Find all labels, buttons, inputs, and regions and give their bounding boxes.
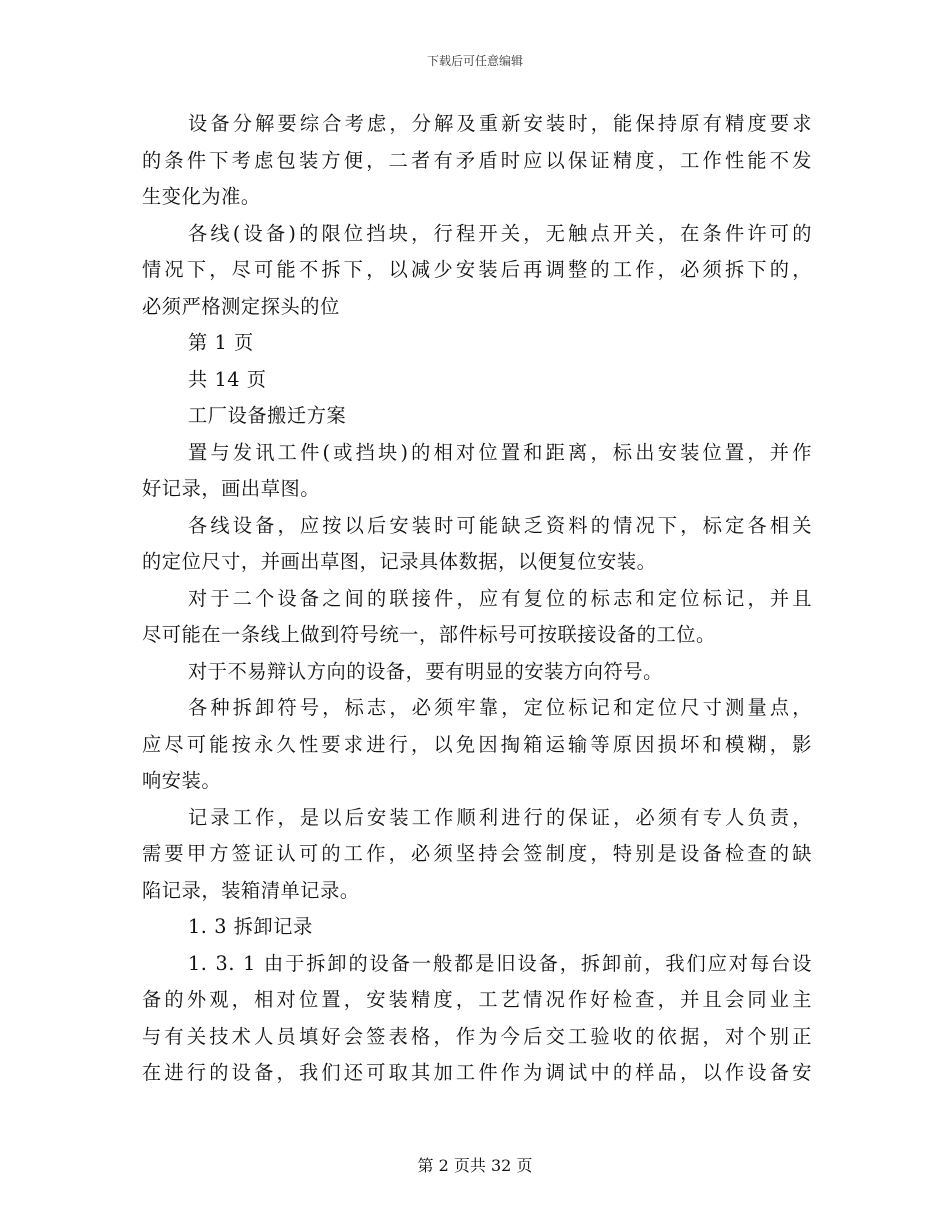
text-line: 对于不易辩认方向的设备，要有明显的安装方向符号。 [188,659,663,683]
text-line: 第 1 页 [188,331,254,354]
text-line: 共 14 页 [188,367,267,391]
text-line: 需要甲方签证认可的工作，必须坚持会签制度，特别是设备检查的缺 [142,842,812,865]
text-line: 与有关技术人员填好会签表格，作为今后交工验收的依据，对个别正 [142,1024,812,1048]
text-line: 尽可能在一条线上做到符号统一，部件标号可按联接设备的工位。 [142,623,716,646]
text-line: 1. 3 拆卸记录 [188,915,313,938]
text-line: 陷记录，装箱清单记录。 [142,878,360,902]
text-line: 设备分解要综合考虑，分解及重新安装时，能保持原有精度要求 [188,112,812,135]
text-line: 好记录，画出草图。 [142,477,321,500]
page-header: 下载后可任意编辑 [426,54,523,68]
text-line: 记录工作，是以后安装工作顺利进行的保证，必须有专人负责， [188,805,812,829]
text-line: 在进行的设备，我们还可取其加工件作为调试中的样品，以作设备安 [142,1061,812,1084]
text-line: 各线设备，应按以后安装时可能缺乏资料的情况下，标定各相关 [188,513,812,537]
document-body [142,106,812,1092]
text-line: 生变化为准。 [142,185,261,208]
text-line: 各种拆卸符号，标志，必须牢靠，定位标记和定位尺寸测量点， [188,696,812,719]
text-line: 必须严格测定探头的位 [142,294,340,318]
text-line: 的条件下考虑包装方便，二者有矛盾时应以保证精度，工作性能不发 [142,148,812,172]
text-line: 各线(设备)的限位挡块，行程开关，无触点开关，在条件许可的 [188,221,812,245]
text-line: 置与发讯工件(或挡块)的相对位置和距离，标出安装位置，并作 [188,440,812,464]
page-footer: 第 2 页共 32 页 [417,1156,533,1175]
text-line: 应尽可能按永久性要求进行，以免因掏箱运输等原因损坏和模糊，影 [142,732,812,756]
text-line: 对于二个设备之间的联接件，应有复位的标志和定位标记，并且 [188,586,812,610]
text-line: 工厂设备搬迁方案 [188,404,347,427]
text-line: 情况下，尽可能不拆下，以减少安装后再调整的工作，必须拆下的， [142,258,812,281]
text-line: 备的外观，相对位置，安装精度，工艺情况作好检查，并且会同业主 [142,988,812,1011]
text-line: 响安装。 [142,769,222,792]
text-line: 1. 3. 1 由于拆卸的设备一般都是旧设备，拆卸前，我们应对每台设 [188,951,812,975]
text-line: 的定位尺寸，并画出草图，记录具体数据，以便复位安装。 [142,550,657,573]
